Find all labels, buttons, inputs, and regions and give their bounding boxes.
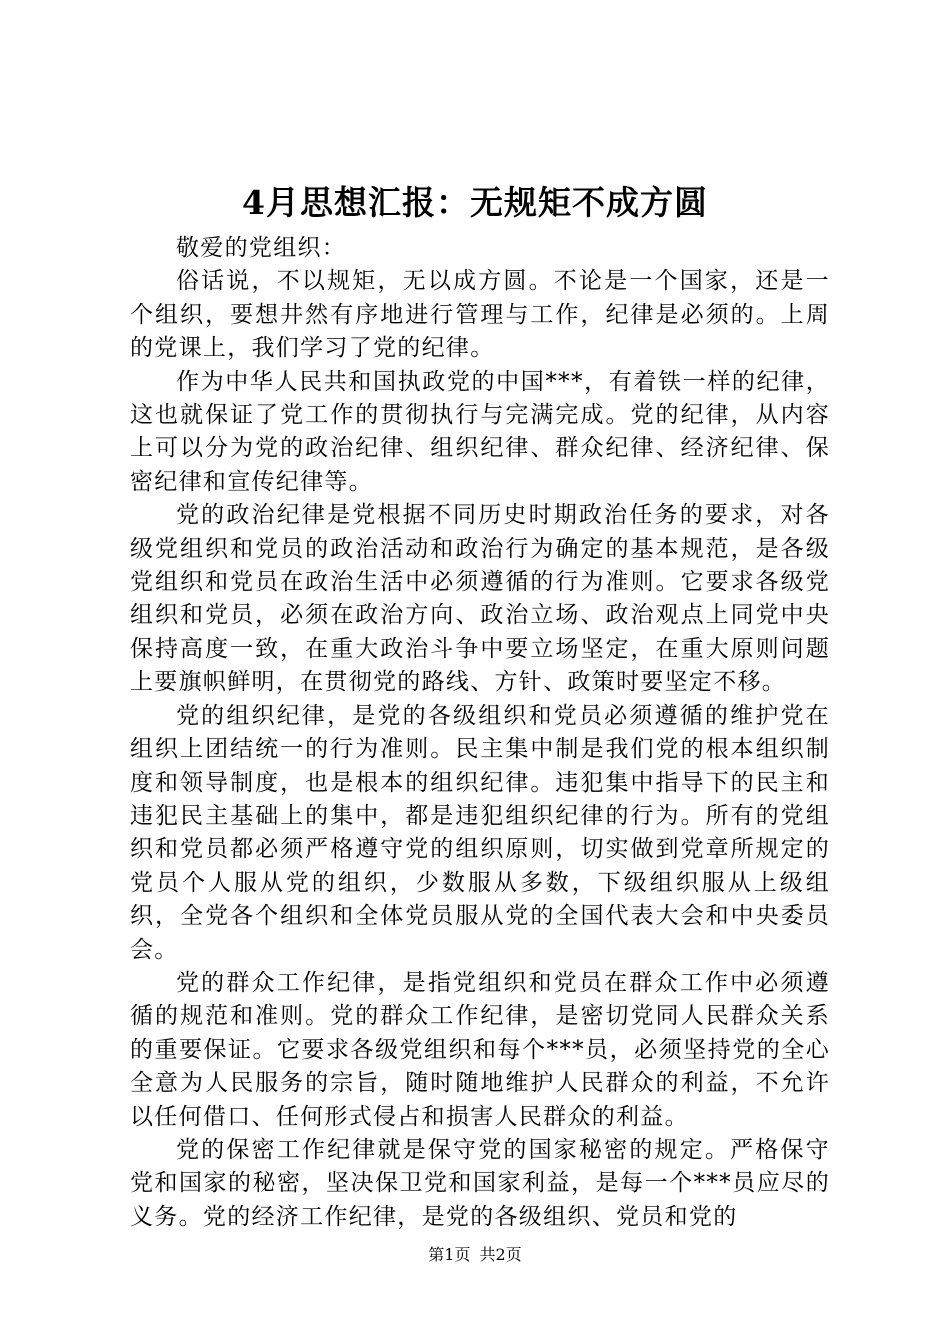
page-title: 4月思想汇报：无规矩不成方圆 xyxy=(242,183,708,222)
paragraph: 党的保密工作纪律就是保守党的国家秘密的规定。严格保守党和国家的秘密，坚决保卫党和国家利益，是每一个***员应尽的义务。党的经济工作纪律，是党的各级组织、党员和党的 xyxy=(130,1136,830,1230)
page-number-total: 共2页 xyxy=(479,1245,522,1264)
page-number-current: 第1页 xyxy=(428,1245,471,1264)
paragraph: 党的群众工作纪律，是指党组织和党员在群众工作中必须遵循的规范和准则。党的群众工作纪律，是密切党同人民群众关系的重要保证。它要求各级党组织和每个***员，必须坚持党的全心全意为人民服务的宗旨，随时随地维护人民群众的利益，不允许以任何借口、任何形式侵占和损害人民群众的利益。 xyxy=(130,969,830,1130)
paragraph: 作为中华人民共和国执政党的中国***，有着铁一样的纪律，这也就保证了党工作的贯彻执行与完满完成。党的纪律，从内容上可以分为党的政治纪律、组织纪律、群众纪律、经济纪律、保密纪律和宣传纪律等。 xyxy=(130,368,830,495)
paragraph: 俗话说，不以规矩，无以成方圆。不论是一个国家，还是一个组织，要想井然有序地进行管理与工作，纪律是必须的。上周的党课上，我们学习了党的纪律。 xyxy=(130,268,830,362)
paragraph: 党的组织纪律，是党的各级组织和党员必须遵循的维护党在组织上团结统一的行为准则。民主集中制是我们党的根本组织制度和领导制度，也是根本的组织纪律。违犯集中指导下的民主和违犯民主基础上的集中，都是违犯组织纪律的行为。所有的党组织和党员都必须严格遵守党的组织原则，切实做到党章所规定的党员个人服从党的组织，少数服从多数，下级组织服从上级组织，全党各个组织和全体党员服从党的全国代表大会和中央委员会。 xyxy=(130,702,830,963)
document-body xyxy=(130,232,830,1234)
page-footer xyxy=(0,1244,950,1266)
paragraph: 党的政治纪律是党根据不同历史时期政治任务的要求，对各级党组织和党员的政治活动和政治行为确定的基本规范，是各级党组织和党员在政治生活中必须遵循的行为准则。它要求各级党组织和党员，必须在政治方向、政治立场、政治观点上同党中央保持高度一致，在重大政治斗争中要立场坚定，在重大原则问题上要旗帜鲜明，在贯彻党的路线、方针、政策时要坚定不移。 xyxy=(130,502,830,696)
salutation: 敬爱的党组织： xyxy=(176,235,347,261)
